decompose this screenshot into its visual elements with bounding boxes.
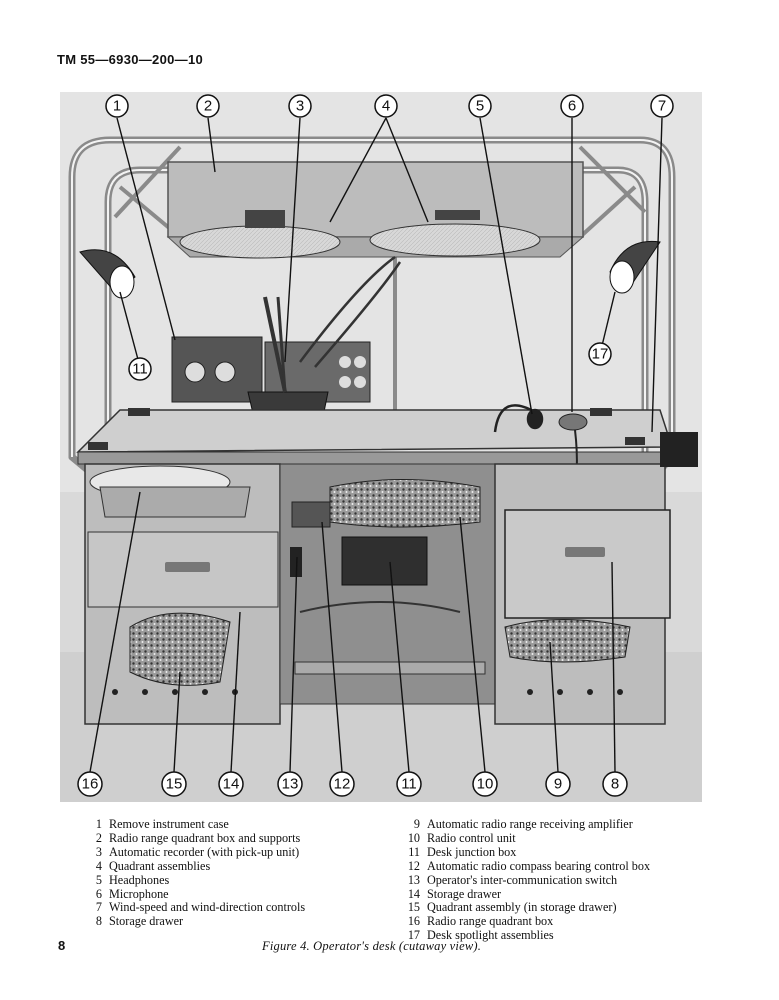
legend-item: 5 Headphones: [95, 872, 170, 887]
legend-item: 8 Storage drawer: [95, 914, 184, 929]
svg-text:11: 11: [401, 775, 417, 793]
legend-right-column: [398, 818, 718, 943]
legend-item: 12 Automatic radio compass bearing control box: [407, 858, 651, 873]
svg-text:10: 10: [476, 775, 494, 793]
svg-text:8: 8: [610, 775, 620, 793]
callout-7: [651, 95, 673, 117]
document-id-header: TM 55—6930—200—10: [57, 52, 204, 67]
page-number: 8: [58, 938, 66, 953]
legend-item: 13 Operator's inter-communication switch: [407, 872, 618, 887]
overhead-quadrant-box: [168, 162, 583, 258]
callout-4: [375, 95, 397, 117]
svg-text:9: 9: [553, 775, 563, 793]
callout-10: [473, 772, 497, 796]
legend-item: 6 Microphone: [95, 886, 169, 901]
svg-text:2: 2: [203, 97, 213, 115]
svg-text:17: 17: [591, 345, 609, 363]
svg-text:6: 6: [567, 97, 577, 115]
callout-9: [546, 772, 570, 796]
legend-item: 1 Remove instrument case: [95, 817, 229, 831]
legend-item: 9 Automatic radio range receiving amplifier: [413, 817, 633, 831]
callout-2: [197, 95, 219, 117]
callout-5: [469, 95, 491, 117]
legend-item: 7 Wind-speed and wind-direction controls: [95, 900, 306, 915]
callout-12: [330, 772, 354, 796]
svg-text:1: 1: [112, 97, 122, 115]
svg-text:5: 5: [475, 97, 485, 115]
callout-16: [78, 772, 102, 796]
legend-item: 2 Radio range quadrant box and supports: [95, 830, 301, 845]
callout-8: [603, 772, 627, 796]
svg-text:16: 16: [81, 775, 99, 793]
callout-1: [106, 95, 128, 117]
callout-15: [162, 772, 186, 796]
svg-text:13: 13: [281, 775, 299, 793]
legend-item: 17 Desk spotlight assemblies: [407, 928, 554, 943]
figure-caption: Figure 4. Operator's desk (cutaway view).: [262, 939, 482, 953]
callout-6: [561, 95, 583, 117]
callout-13: [278, 772, 302, 796]
left-pedestal: [85, 464, 280, 724]
legend-item: 3 Automatic recorder (with pick-up unit): [95, 844, 300, 859]
operators-desk-figure: [60, 92, 702, 802]
svg-text:11: 11: [132, 360, 148, 378]
legend-item: 16 Radio range quadrant box: [407, 914, 554, 929]
svg-text:15: 15: [165, 775, 183, 793]
legend-item: 11 Desk junction box: [408, 844, 517, 859]
callout-11-upper: [129, 358, 151, 380]
callout-17: [589, 343, 611, 365]
svg-text:14: 14: [222, 775, 240, 793]
svg-text:4: 4: [381, 97, 391, 115]
operators-desk-illustration: [60, 92, 702, 802]
callout-14: [219, 772, 243, 796]
kneehole: [280, 464, 495, 704]
svg-text:7: 7: [657, 97, 667, 115]
legend-left-column: [80, 818, 380, 929]
callout-3: [289, 95, 311, 117]
callout-11: [397, 772, 421, 796]
legend-item: 15 Quadrant assembly (in storage drawer): [407, 900, 617, 915]
svg-text:12: 12: [333, 775, 351, 793]
svg-text:3: 3: [295, 97, 305, 115]
legend-item: 4 Quadrant assemblies: [95, 858, 211, 873]
legend-item: 14 Storage drawer: [407, 886, 502, 901]
legend-item: 10 Radio control unit: [407, 830, 516, 845]
